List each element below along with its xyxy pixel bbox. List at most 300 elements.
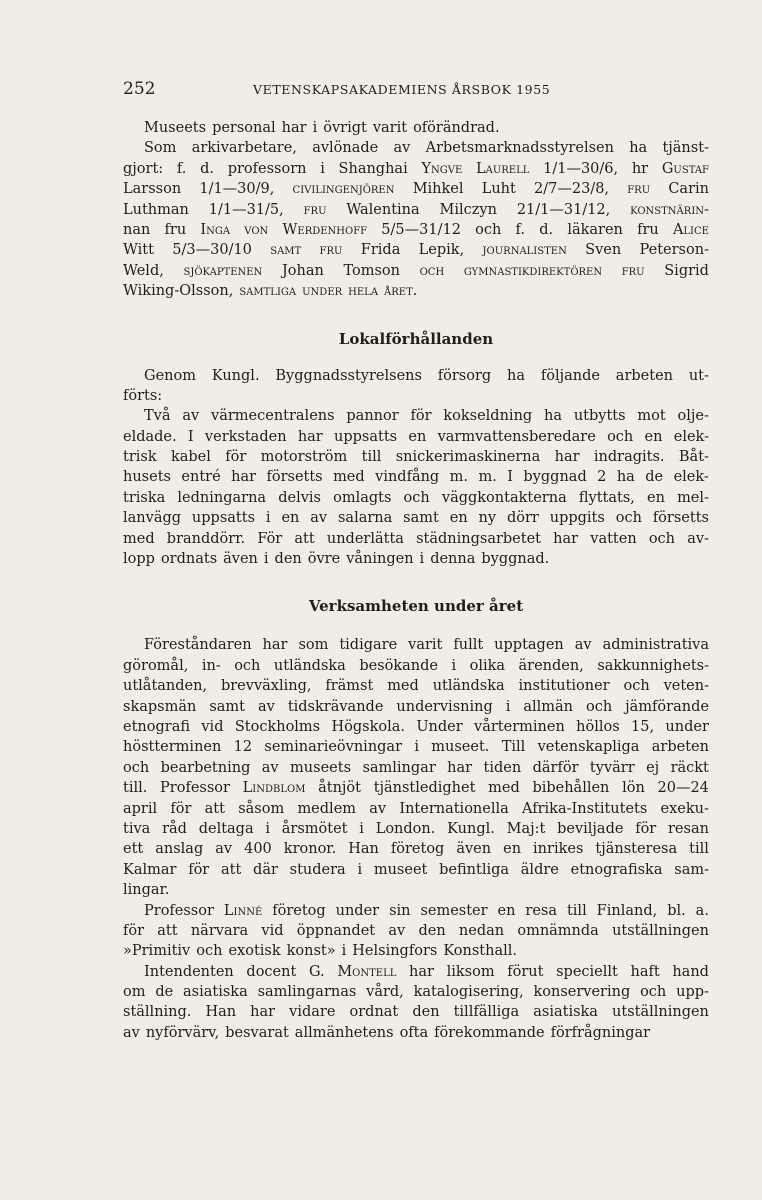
word: under — [665, 718, 709, 735]
word: har — [250, 1004, 276, 1021]
word: uppsatts — [191, 510, 256, 527]
word — [630, 200, 709, 220]
word: i — [359, 820, 364, 837]
word: den — [412, 1004, 440, 1021]
word: upptagen — [494, 637, 564, 654]
word: våningen — [346, 551, 414, 568]
word: arkivarbetare, — [191, 140, 297, 157]
word: i — [312, 120, 318, 136]
word: årsmötet — [281, 820, 348, 837]
word: lön — [622, 780, 645, 797]
person-name: Linné — [223, 902, 263, 919]
word: Konsthall. — [443, 943, 517, 960]
word: ordnats — [160, 551, 218, 568]
word: utställningen — [612, 922, 709, 939]
word: äldre — [520, 861, 559, 878]
word: Lepik, — [418, 242, 465, 259]
word: Två — [144, 408, 171, 425]
word: befintliga — [439, 861, 510, 878]
word: sakkunnighets- — [597, 657, 709, 674]
word: vidare — [289, 1004, 336, 1021]
word: tillfälliga — [453, 1004, 520, 1021]
word: verkstaden — [204, 428, 287, 445]
word: speciellt — [556, 963, 618, 980]
word: varmvattensberedare — [437, 428, 596, 445]
word: en — [281, 510, 300, 527]
word — [421, 159, 462, 179]
word: Wiking-Olsson, — [123, 283, 234, 300]
word — [464, 261, 602, 281]
word: och — [640, 984, 667, 1001]
person-name: gymnastikdirektören — [463, 262, 603, 279]
word: förekommande — [434, 1024, 545, 1041]
word: räckt — [670, 759, 709, 776]
word: ha — [544, 408, 562, 425]
person-name: fru — [627, 181, 651, 198]
word: i — [357, 861, 363, 878]
word: i — [341, 943, 347, 960]
word: underlätta — [326, 530, 404, 547]
word: förut — [507, 963, 544, 980]
word: städningsarbetet — [416, 530, 542, 547]
word: d. — [200, 160, 214, 177]
word: husets — [123, 469, 171, 486]
paragraph — [123, 901, 709, 962]
text-line — [123, 240, 709, 260]
word: deltaga — [198, 820, 254, 837]
word: till. — [123, 780, 148, 797]
text-line — [123, 118, 709, 138]
word: som — [298, 637, 329, 654]
word: en — [449, 510, 468, 527]
word: Milczyn — [439, 201, 497, 218]
word: gjort: — [123, 160, 164, 177]
word: jämförande — [625, 698, 709, 715]
text-line — [123, 901, 709, 921]
word: Stockholms — [234, 718, 321, 735]
word: och — [607, 428, 634, 445]
word: mel- — [677, 489, 709, 506]
word: av — [393, 140, 411, 157]
word: m. — [449, 469, 469, 486]
word: hand — [672, 963, 709, 980]
word: med — [333, 469, 365, 486]
word: har — [554, 449, 580, 466]
word — [224, 901, 262, 921]
person-name: Montell — [337, 963, 397, 980]
paragraph — [123, 118, 709, 138]
word: bl. — [667, 902, 686, 919]
text-line — [123, 1023, 709, 1043]
word: elek- — [673, 469, 709, 486]
word: sam- — [674, 861, 709, 878]
word: läkaren — [567, 221, 623, 238]
word: även — [456, 841, 492, 858]
word: en — [408, 428, 427, 445]
word: att — [157, 922, 178, 939]
word: konservering — [533, 984, 631, 1001]
word: denna — [430, 551, 476, 568]
text-line — [123, 386, 709, 406]
word: att — [220, 861, 242, 878]
word: till — [689, 841, 709, 858]
word: olje- — [677, 408, 709, 425]
word: Arbetsmarknadsstyrelsen — [425, 140, 614, 157]
text-line — [123, 179, 709, 199]
word: inrikes — [533, 841, 584, 858]
word: skapsmän — [123, 698, 197, 715]
word: byggnad. — [481, 551, 550, 568]
word: besökande — [359, 657, 438, 674]
word: att — [204, 800, 225, 817]
word: i — [265, 510, 271, 527]
word: asiatiska — [533, 1004, 598, 1021]
word: och — [585, 698, 613, 715]
word: vårterminen — [474, 718, 565, 735]
word: Maj:t — [506, 820, 546, 837]
word: av — [215, 841, 233, 858]
word: Professor — [144, 902, 214, 919]
text-line — [123, 839, 709, 859]
text-line — [123, 529, 709, 549]
word: tiva — [123, 820, 151, 837]
word — [200, 220, 230, 240]
word: resa — [525, 902, 558, 919]
word: Båt- — [678, 449, 709, 466]
word: ha — [507, 367, 526, 384]
word: för — [123, 922, 145, 939]
word: ställning. — [123, 1004, 192, 1021]
word: sin — [389, 902, 411, 919]
person-name: fru — [621, 262, 645, 279]
word: göromål, — [123, 657, 189, 674]
word: Walentina — [346, 201, 420, 218]
word: Som — [144, 140, 177, 157]
word: utlåtanden, — [123, 678, 208, 695]
word: även — [223, 551, 258, 568]
text-line — [123, 880, 709, 900]
word: att — [294, 530, 315, 547]
word: motorström — [260, 449, 348, 466]
word: nan — [123, 221, 151, 238]
word: ett — [123, 841, 144, 858]
word: För — [257, 530, 283, 547]
word: Afrika-Institutets — [522, 800, 648, 817]
word: Luht — [481, 181, 516, 198]
text-line — [123, 220, 709, 240]
word — [627, 179, 650, 199]
word — [348, 281, 378, 301]
person-name: , — [159, 262, 164, 279]
word: Sigrid — [664, 262, 709, 279]
word: höllos — [576, 718, 620, 735]
word: besvarat — [225, 1024, 289, 1041]
word — [172, 240, 252, 260]
word: trisk — [123, 449, 157, 466]
text-line — [123, 427, 709, 447]
word: uppgits — [549, 510, 605, 527]
word: och — [615, 510, 642, 527]
person-name: Laurell — [476, 160, 530, 177]
text-line — [123, 656, 709, 676]
text-line — [123, 159, 709, 179]
person-name: sjökaptenen — [183, 262, 263, 279]
word: bibehållen — [532, 780, 610, 797]
word: av — [257, 698, 275, 715]
word: Johan — [281, 262, 324, 279]
word: konst» — [286, 943, 336, 960]
word: med — [123, 530, 155, 547]
word: anslag — [155, 841, 204, 858]
word: främst — [325, 678, 374, 695]
word: katalogisering, — [413, 984, 524, 1001]
word: museet — [373, 861, 428, 878]
word: indragits. — [593, 449, 665, 466]
word: samlingar — [362, 759, 436, 776]
word — [384, 281, 417, 301]
word: tiden — [483, 759, 522, 776]
word: omlagts — [333, 489, 392, 506]
section-heading: Lokalförhållanden — [338, 329, 494, 348]
text-line — [123, 819, 709, 839]
word — [476, 159, 529, 179]
text-line — [123, 778, 709, 798]
word: ny — [478, 510, 497, 527]
word: brevväxling, — [220, 678, 312, 695]
word — [483, 240, 567, 260]
word: a. — [695, 902, 709, 919]
word: 400 — [244, 841, 272, 858]
word: tjänstledighet — [373, 780, 476, 797]
word: lopp — [123, 551, 155, 568]
word: nedan — [458, 922, 505, 939]
word: tidskrävande — [287, 698, 384, 715]
word: Föreståndaren — [144, 637, 252, 654]
person-name: fru — [319, 242, 343, 259]
word: allmän — [523, 698, 573, 715]
word: av — [369, 800, 387, 817]
word: därför — [532, 759, 579, 776]
word: övre — [307, 551, 341, 568]
paragraph — [123, 406, 709, 569]
word: avlönade — [312, 140, 379, 157]
word: kronor. — [283, 841, 337, 858]
paragraph — [123, 138, 709, 301]
person-name: året. — [384, 283, 418, 300]
person-name: , — [459, 242, 465, 259]
word: följande — [540, 367, 600, 384]
word: Frida — [360, 242, 401, 259]
word: arbeten — [651, 739, 709, 756]
word — [183, 261, 262, 281]
word: I — [187, 428, 194, 445]
word: seminarieövningar — [264, 739, 403, 756]
word: förts: — [123, 387, 163, 404]
word: Byggnadsstyrelsens — [275, 367, 422, 384]
word: vindfång — [375, 469, 440, 486]
word: för — [410, 408, 432, 425]
word: har — [281, 120, 307, 136]
person-name: konstnärin- — [630, 201, 709, 218]
word: lingar. — [123, 882, 170, 899]
word: och — [403, 489, 430, 506]
word: tyvärr — [589, 759, 635, 776]
word: Tomson — [343, 262, 400, 279]
word: hr — [631, 160, 649, 177]
person-name: Inga — [200, 221, 231, 238]
word: G. — [308, 963, 325, 980]
section-heading: Verksamheten under året — [308, 597, 524, 616]
word: om — [123, 984, 146, 1001]
word: resan — [668, 820, 709, 837]
word: till — [566, 902, 587, 919]
word: 15, — [631, 718, 655, 735]
word: f. — [515, 221, 525, 238]
word: vid — [261, 922, 284, 939]
word — [209, 200, 284, 220]
word: Professor — [160, 780, 230, 797]
word: i — [505, 698, 511, 715]
word: den — [274, 551, 302, 568]
word: Internationella — [399, 800, 509, 817]
word: den — [418, 922, 446, 939]
word: försetts — [266, 469, 323, 486]
word: Larsson — [123, 181, 182, 198]
word: pannor — [346, 408, 399, 425]
word: Witt — [123, 242, 154, 259]
word: åtnjöt — [318, 780, 361, 797]
word: undervisning — [396, 698, 493, 715]
word: de — [645, 469, 664, 486]
word: vid — [201, 718, 224, 735]
person-name: 5/3—30/10 — [172, 242, 252, 259]
word: med — [488, 780, 520, 797]
person-name: 2/7—23/8, — [534, 181, 610, 198]
word: april — [123, 800, 158, 817]
word — [622, 261, 645, 281]
word: ledningarna — [177, 489, 267, 506]
paragraph — [123, 962, 709, 1044]
word: övrigt — [323, 120, 367, 136]
person-name: 21/1—31/12, — [516, 201, 611, 218]
word: av- — [687, 530, 709, 547]
text-line — [123, 200, 709, 220]
word: av — [388, 922, 406, 939]
word: råd — [162, 820, 187, 837]
person-name: , — [228, 283, 234, 300]
word: fru — [164, 221, 187, 238]
word: salarna — [337, 510, 393, 527]
word: Intendenten — [144, 963, 234, 980]
word: av — [182, 408, 200, 425]
word: Weld, — [123, 262, 164, 279]
word: mot — [637, 408, 666, 425]
word: har — [231, 469, 257, 486]
word: försetts — [652, 510, 709, 527]
word: omnämnda — [517, 922, 599, 939]
word: byggnad — [523, 469, 587, 486]
person-name: samtliga — [239, 283, 297, 300]
word: tjänsteresa — [595, 841, 678, 858]
text-line — [123, 676, 709, 696]
word: Carin — [668, 181, 709, 198]
word: upp- — [676, 984, 709, 1001]
word: närvara — [190, 922, 249, 939]
word: företog — [272, 902, 326, 919]
word: ha — [629, 140, 648, 157]
text-line — [123, 758, 709, 778]
word: Kungl. — [211, 367, 260, 384]
text-line — [123, 962, 709, 982]
page-number: 252 — [123, 79, 156, 99]
word: vård, — [366, 984, 404, 1001]
word — [304, 200, 327, 220]
text-line — [123, 697, 709, 717]
text-line — [123, 860, 709, 880]
word — [320, 240, 343, 260]
word: museet. — [431, 739, 490, 756]
word: av — [574, 637, 592, 654]
person-name: 1/1—31/5, — [208, 201, 284, 218]
word: för — [188, 861, 210, 878]
word: Luthman — [123, 201, 189, 218]
word: har — [409, 963, 434, 980]
word — [420, 261, 445, 281]
person-name: Gustaf — [661, 160, 709, 177]
text-line — [123, 717, 709, 737]
word: Till — [501, 739, 526, 756]
word: »Primitiv — [123, 943, 191, 960]
word: liksom — [446, 963, 495, 980]
word: har — [553, 530, 579, 547]
text-line — [123, 549, 709, 569]
word: ej — [646, 759, 660, 776]
word: medlem — [297, 800, 357, 817]
word: samlingarnas — [257, 984, 357, 1001]
word: väggkontakterna — [441, 489, 567, 506]
word: branddörr. — [166, 530, 246, 547]
word — [239, 281, 296, 301]
word: Högskola. — [331, 718, 405, 735]
person-name: Werdenhoff — [282, 221, 368, 238]
word: exeku- — [660, 800, 709, 817]
word — [293, 179, 395, 199]
word: där — [253, 861, 278, 878]
word: nyförvärv, — [145, 1024, 220, 1041]
text-line — [123, 982, 709, 1002]
person-name: Alice — [672, 221, 709, 238]
word: företog — [390, 841, 445, 858]
word: utländska — [432, 678, 505, 695]
word: studera — [289, 861, 346, 878]
word: har — [447, 759, 473, 776]
word: olika — [469, 657, 506, 674]
text-line — [123, 508, 709, 528]
word: en — [497, 902, 516, 919]
word: till — [361, 449, 382, 466]
word: förfrågningar — [550, 1024, 651, 1041]
text-line — [123, 261, 709, 281]
word: samt — [209, 698, 245, 715]
word: d. — [539, 221, 554, 238]
word: administrativa — [602, 637, 709, 654]
word: värmecentralens — [211, 408, 335, 425]
word: och — [648, 530, 676, 547]
word: och — [623, 678, 650, 695]
word: Helsingfors — [352, 943, 438, 960]
word: docent — [246, 963, 297, 980]
word: 20—24 — [657, 780, 709, 797]
